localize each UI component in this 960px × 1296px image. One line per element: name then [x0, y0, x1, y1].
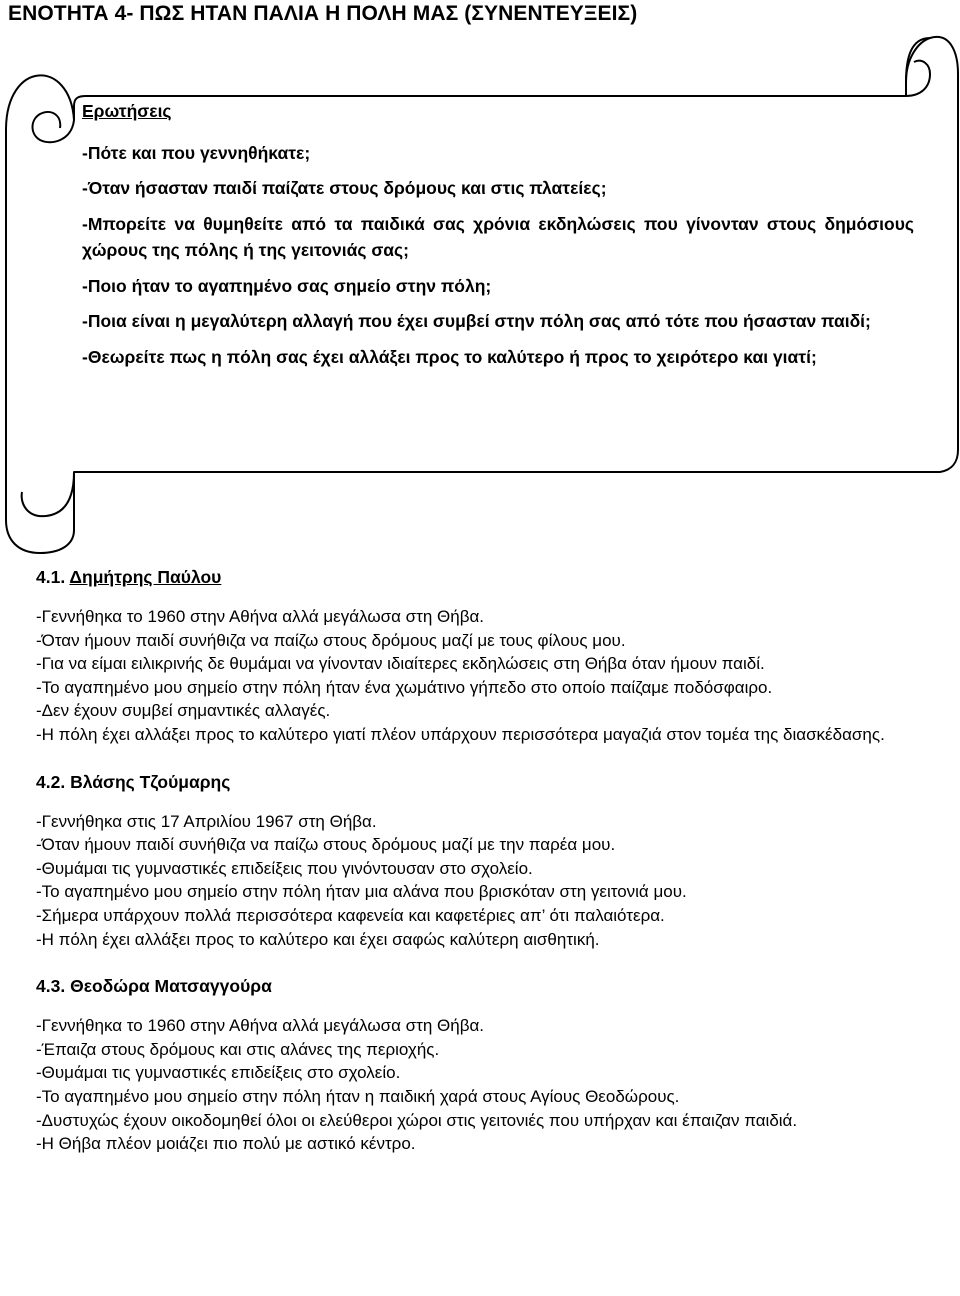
answer-item: -Δυστυχώς έχουν οικοδομηθεί όλοι οι ελεύθεροι χώροι στις γειτονιές που υπήρχαν και έπαιζαν παιδιά.	[36, 1110, 798, 1130]
interview-section	[36, 769, 912, 952]
questions-heading: Ερωτήσεις	[82, 101, 172, 121]
question-item: -Πότε και που γεννηθήκατε;	[82, 142, 311, 163]
interviewee-name: Δημήτρης Παύλου	[69, 567, 222, 587]
interview-heading	[36, 973, 912, 999]
answer-item: -Έπαιζα στους δρόμους και στις αλάνες της περιοχής.	[36, 1039, 440, 1059]
question-item: -Μπορείτε να θυμηθείτε από τα παιδικά σας χρόνια εκδηλώσεις που γίνονταν στους δημόσιους χώρους της πόλης ή της γειτονιάς σας;	[82, 213, 914, 260]
answer-item: -Το αγαπημένο μου σημείο στην πόλη ήταν ένα χωμάτινο γήπεδο στο οποίο παίζαμε ποδόσφαιρο.	[36, 677, 773, 697]
question-item: -Θεωρείτε πως η πόλη σας έχει αλλάξει προς το καλύτερο ή προς το χειρότερο και γιατί;	[82, 346, 817, 367]
interviewee-name: Βλάσης Τζούμαρης	[70, 771, 231, 792]
page-title: ΕΝΟΤΗΤΑ 4- ΠΩΣ ΗΤΑΝ ΠΑΛΙΑ Η ΠΟΛΗ ΜΑΣ (ΣΥΝΕΝΤΕΥΞΕΙΣ)	[8, 2, 638, 25]
answer-item: -Γεννήθηκα το 1960 στην Αθήνα αλλά μεγάλωσα στη Θήβα.	[36, 1016, 485, 1036]
answer-item: -Θυμάμαι τις γυμναστικές επιδείξεις που γινόντουσαν στο σχολείο.	[36, 858, 533, 878]
interview-section	[36, 973, 912, 1156]
answer-item: -Δεν έχουν συμβεί σημαντικές αλλαγές.	[36, 701, 331, 721]
answer-item: -Θυμάμαι τις γυμναστικές επιδείξεις στο σχολείο.	[36, 1063, 401, 1083]
questions-box	[82, 98, 914, 379]
interviewee-name: Θεοδώρα Ματσαγγούρα	[70, 976, 272, 997]
interview-number: 4.2.	[36, 771, 66, 792]
answer-item: -Το αγαπημένο μου σημείο στην πόλη ήταν η παιδική χαρά στους Αγίους Θεοδώρους.	[36, 1086, 680, 1106]
answer-item: -Γεννήθηκα στις 17 Απριλίου 1967 στη Θήβα.	[36, 811, 377, 831]
question-item: -Ποια είναι η μεγαλύτερη αλλαγή που έχει συμβεί στην πόλη σας από τότε που ήσασταν παιδί;	[82, 311, 871, 331]
question-item: -Ποιο ήταν το αγαπημένο σας σημείο στην πόλη;	[82, 275, 492, 296]
answer-item: -Όταν ήμουν παιδί συνήθιζα να παίζω στους δρόμους μαζί με τους φίλους μου.	[36, 630, 626, 650]
interviews-section	[36, 564, 912, 1178]
answer-item: -Γεννήθηκα το 1960 στην Αθήνα αλλά μεγάλωσα στη Θήβα.	[36, 607, 485, 626]
answer-item: -Σήμερα υπάρχουν πολλά περισσότερα καφενεία και καφετέριες απ’ ότι παλαιότερα.	[36, 905, 665, 925]
interview-heading	[36, 769, 912, 795]
answer-item: -Η Θήβα πλέον μοιάζει πιο πολύ με αστικό κέντρο.	[36, 1134, 416, 1154]
question-item: -Όταν ήσασταν παιδί παίζατε στους δρόμους και στις πλατείες;	[82, 178, 607, 198]
answer-item: -Η πόλη έχει αλλάξει προς το καλύτερο και έχει σαφώς καλύτερη αισθητική.	[36, 929, 600, 949]
answer-item: -Το αγαπημένο μου σημείο στην πόλη ήταν μια αλάνα που βρισκόταν στη γειτονιά μου.	[36, 882, 687, 902]
interview-number: 4.3.	[36, 976, 66, 997]
answer-item: -Η πόλη έχει αλλάξει προς το καλύτερο γιατί πλέον υπάρχουν περισσότερα μαγαζιά στον τομέα της διασκέδασης.	[36, 724, 885, 744]
interview-number: 4.1.	[36, 567, 66, 587]
answer-item: -Για να είμαι ειλικρινής δε θυμάμαι να γίνονταν ιδιαίτερες εκδηλώσεις στη Θήβα όταν ήμουν παιδί.	[36, 654, 765, 674]
answer-item: -Όταν ήμουν παιδί συνήθιζα να παίζω στους δρόμους μαζί με την παρέα μου.	[36, 835, 616, 855]
interview-section	[36, 564, 912, 747]
interview-heading	[36, 564, 912, 590]
